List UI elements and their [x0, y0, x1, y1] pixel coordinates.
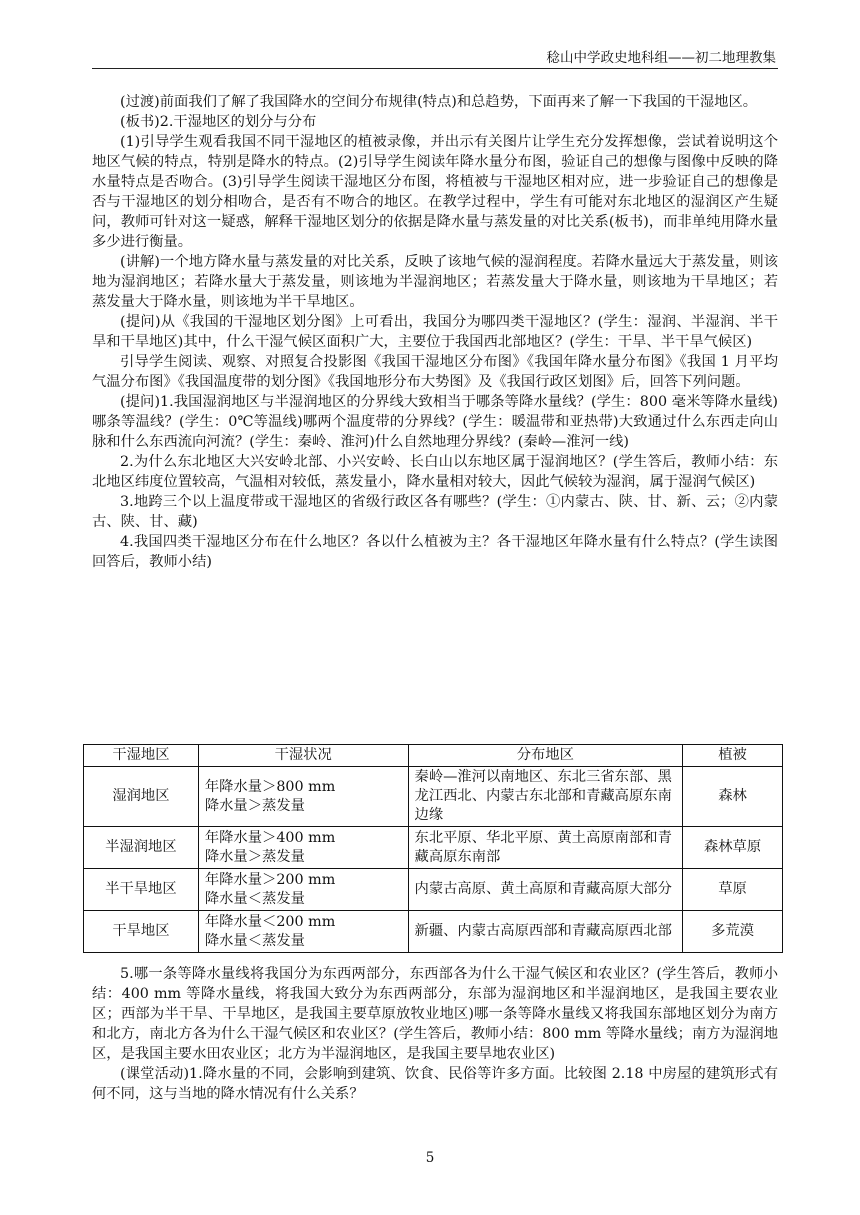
condition-line: 降水量＞蒸发量 [204, 848, 305, 865]
paragraph: (课堂活动)1.降水量的不同，会影响到建筑、饮食、民俗等许多方面。比较图 2.18 中房屋的建筑形式有何不同，这与当地的降水情况有什么关系？ [92, 1066, 778, 1102]
condition-line: 降水量＜蒸发量 [204, 932, 305, 949]
page-header [92, 46, 778, 69]
condition-line: 年降水量＞800 mm [204, 778, 336, 795]
distribution-cell: 内蒙古高原、黄土高原和青藏高原大部分 [408, 869, 683, 911]
paragraph: 引导学生阅读、观察、对照复合投影图《我国干湿地区分布图》《我国年降水量分布图》《我国 1 月平均气温分布图》《我国温度带的划分图》《我国地形分布大势图》及《我国行政区划图》后，回答下列问题。 [92, 354, 778, 390]
table-row [84, 869, 783, 911]
paragraph: 4.我国四类干湿地区分布在什么地区？各以什么植被为主？各干湿地区年降水量有什么特点？(学生读图回答后，教师小结) [92, 534, 778, 570]
dry-wet-regions-table [83, 744, 783, 953]
table-row [84, 767, 783, 827]
paragraph: (1)引导学生观看我国不同干湿地区的植被录像，并出示有关图片让学生充分发挥想像，尝试着说明这个地区气候的特点，特别是降水的特点。(2)引导学生阅读年降水量分布图，验证自己的想像与图像中反映的降水量特点是否吻合。(3)引导学生阅读干湿地区分布图，将植被与干湿地区相对应，进一步验证自己的想像是否与干湿地区的划分相吻合，是否有不吻合的地区。在教学过程中，学生有可能对东北地区的湿润区产生疑问，教师可针对这一疑惑，解释干湿地区划分的依据是降水量与蒸发量的对比关系(板书)，而非单纯用降水量多少进行衡量。 [92, 134, 778, 250]
condition-cell [198, 767, 408, 827]
region-cell: 干旱地区 [84, 911, 199, 953]
region-cell: 湿润地区 [84, 767, 199, 827]
header-cell: 干湿地区 [84, 745, 199, 767]
vegetation-cell: 多荒漠 [683, 911, 783, 953]
region-cell: 半湿润地区 [84, 827, 199, 869]
condition-line: 年降水量＞200 mm [204, 871, 336, 888]
table-header-row [84, 745, 783, 767]
vegetation-cell: 森林 [683, 767, 783, 827]
condition-line: 降水量＞蒸发量 [204, 797, 305, 814]
header-cell: 干湿状况 [198, 745, 408, 767]
page-number: 5 [425, 1150, 435, 1166]
paragraph: 5.哪一条等降水量线将我国分为东西两部分，东西部各为什么干湿气候区和农业区？(学生答后，教师小结：400 mm 等降水量线，将我国大致分为东西两部分，东部为湿润地区和半湿润地区，是我国主要农业区；西部为半干旱、干旱地区，是我国主要草原放牧业地区)哪一条等降水量线又将我国东部地区划分为南方和北方，南北方各为什么干湿气候区和农业区？(学生答后，教师小结：800 mm 等降水量线；南方为湿润地区，是我国主要水田农业区；北方为半湿润地区，是我国主要旱地农业区) [92, 966, 778, 1062]
header-title: 稔山中学政史地科组——初二地理教集 [546, 50, 776, 66]
condition-cell [198, 911, 408, 953]
condition-line: 年降水量＞400 mm [204, 829, 336, 846]
table-row [84, 911, 783, 953]
header-cell: 植被 [683, 745, 783, 767]
distribution-cell: 东北平原、华北平原、黄土高原南部和青藏高原东南部 [408, 827, 683, 869]
vegetation-cell: 森林草原 [683, 827, 783, 869]
paragraph: (提问)1.我国湿润地区与半湿润地区的分界线大致相当于哪条等降水量线？(学生：800 毫米等降水量线)哪条等温线？(学生：0℃等温线)哪两个温度带的分界线？(学生：暖温带和亚热带)大致通过什么东西走向山脉和什么东西流向河流？(学生：秦岭、淮河)什么自然地理分界线？(秦岭—淮河一线) [92, 394, 778, 450]
section-heading: (板书)2.干湿地区的划分与分布 [120, 114, 317, 130]
condition-cell [198, 827, 408, 869]
paragraph: (过渡)前面我们了解了我国降水的空间分布规律(特点)和总趋势，下面再来了解一下我国的干湿地区。 [120, 94, 758, 110]
condition-line: 年降水量＜200 mm [204, 913, 336, 930]
distribution-cell: 新疆、内蒙古高原西部和青藏高原西北部 [408, 911, 683, 953]
paragraph: (讲解)一个地方降水量与蒸发量的对比关系，反映了该地气候的湿润程度。若降水量远大于蒸发量，则该地为湿润地区；若降水量大于蒸发量，则该地为半湿润地区；若蒸发量大于降水量，则该地为干旱地区；若蒸发量大于降水量，则该地为半干旱地区。 [92, 254, 778, 310]
table-row [84, 827, 783, 869]
paragraph: (提问)从《我国的干湿地区划分图》上可看出，我国分为哪四类干湿地区？(学生：湿润、半湿润、半干旱和干旱地区)其中，什么干湿气候区面积广大，主要位于我国西北部地区？(学生：干旱、半干旱气候区) [92, 314, 778, 350]
paragraph: 3.地跨三个以上温度带或干湿地区的省级行政区各有哪些？(学生：①内蒙古、陕、甘、新、云；②内蒙古、陕、甘、藏) [92, 494, 778, 530]
region-cell: 半干旱地区 [84, 869, 199, 911]
document-body-continued [92, 964, 778, 1104]
distribution-cell: 秦岭—淮河以南地区、东北三省东部、黑龙江西北、内蒙古东北部和青藏高原东南边缘 [408, 767, 683, 827]
header-cell: 分布地区 [408, 745, 683, 767]
condition-line: 降水量＜蒸发量 [204, 890, 305, 907]
vegetation-cell: 草原 [683, 869, 783, 911]
paragraph: 2.为什么东北地区大兴安岭北部、小兴安岭、长白山以东地区属于湿润地区？(学生答后，教师小结：东北地区纬度位置较高，气温相对较低，蒸发量小，降水量相对较大，因此气候较为湿润，属于湿润气候区) [92, 454, 778, 490]
document-body [92, 92, 778, 572]
condition-cell [198, 869, 408, 911]
